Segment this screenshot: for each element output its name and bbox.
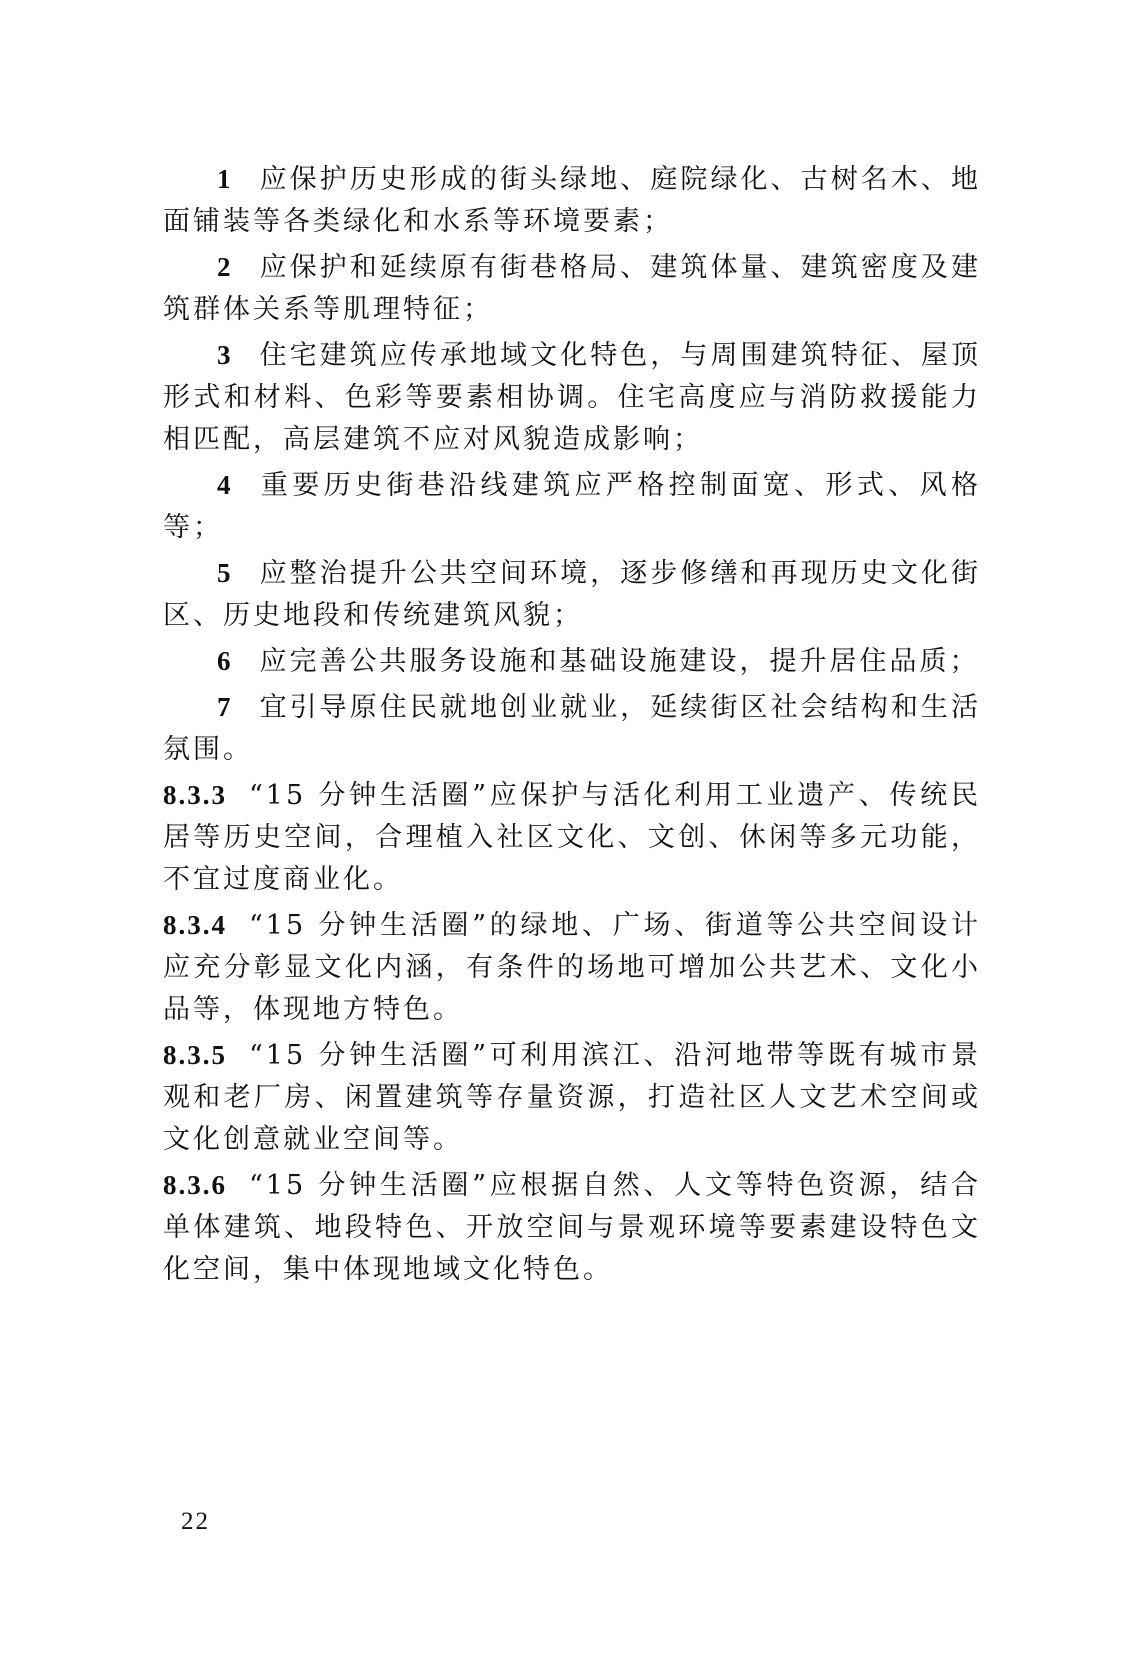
item-number: 5 [217, 558, 232, 588]
clause-number: 8.3.6 [163, 1170, 227, 1200]
item-number: 7 [217, 692, 232, 722]
item-text: 应完善公共服务设施和基础设施建设，提升居住品质； [259, 646, 980, 677]
page-content [163, 158, 981, 1294]
item-number: 2 [217, 252, 232, 282]
list-item [163, 552, 981, 637]
item-number: 1 [217, 164, 232, 194]
list-item [163, 158, 981, 243]
clause-text: “15 分钟生活圈”的绿地、广场、街道等公共空间设计应充分彰显文化内涵，有条件的场地可增加公共艺术、文化小品等，体现地方特色。 [163, 910, 981, 1025]
item-text: 重要历史街巷沿线建筑应严格控制面宽、形式、风格等； [163, 470, 981, 543]
clause-8-3-5 [163, 1034, 981, 1161]
item-text: 应保护历史形成的街头绿地、庭院绿化、古树名木、地面铺装等各类绿化和水系等环境要素； [163, 164, 981, 237]
clause-number: 8.3.3 [163, 780, 227, 810]
item-text: 应保护和延续原有街巷格局、建筑体量、建筑密度及建筑群体关系等肌理特征； [163, 252, 981, 325]
clause-8-3-6 [163, 1164, 981, 1291]
clause-text: “15 分钟生活圈”可利用滨江、沿河地带等既有城市景观和老厂房、闲置建筑等存量资源，打造社区人文艺术空间或文化创意就业空间等。 [163, 1040, 981, 1155]
item-text: 宜引导原住民就地创业就业，延续街区社会结构和生活氛围。 [163, 692, 981, 765]
page-number: 22 [181, 1508, 210, 1535]
item-number: 3 [217, 340, 232, 370]
clause-8-3-4 [163, 904, 981, 1031]
item-text: 住宅建筑应传承地域文化特色，与周围建筑特征、屋顶形式和材料、色彩等要素相协调。住宅高度应与消防救援能力相匹配，高层建筑不应对风貌造成影响； [163, 340, 981, 455]
clause-text: “15 分钟生活圈”应保护与活化利用工业遗产、传统民居等历史空间，合理植入社区文化、文创、休闲等多元功能，不宜过度商业化。 [163, 780, 981, 895]
item-number: 6 [217, 646, 232, 676]
list-item [163, 464, 981, 549]
clause-number: 8.3.4 [163, 910, 227, 940]
clause-8-3-3 [163, 774, 981, 901]
list-item [163, 246, 981, 331]
clause-text: “15 分钟生活圈”应根据自然、人文等特色资源，结合单体建筑、地段特色、开放空间与景观环境等要素建设特色文化空间，集中体现地域文化特色。 [163, 1170, 981, 1285]
list-item [163, 334, 981, 461]
list-item [163, 686, 981, 771]
item-text: 应整治提升公共空间环境，逐步修缮和再现历史文化街区、历史地段和传统建筑风貌； [163, 558, 981, 631]
clause-number: 8.3.5 [163, 1040, 227, 1070]
item-number: 4 [217, 470, 232, 500]
list-item [163, 640, 981, 683]
